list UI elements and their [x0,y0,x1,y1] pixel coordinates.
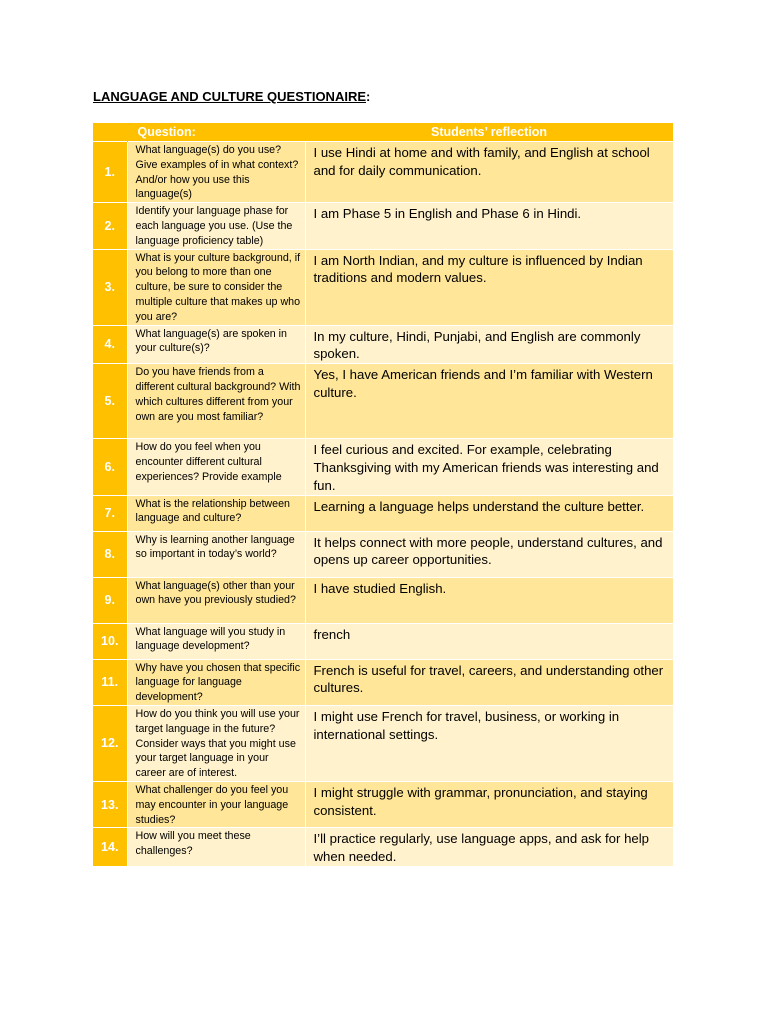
table-row [93,439,673,495]
row-number: 3. [93,249,127,325]
table-row [93,705,673,781]
table-row [93,623,673,659]
table-row [93,531,673,577]
answer-text: I am North Indian, and my culture is influenced by Indian traditions and modern values. [305,249,673,325]
header-question: Question: [127,123,305,142]
table-row [93,325,673,364]
row-number: 13. [93,781,127,827]
document-title-text: LANGUAGE AND CULTURE QUESTIONAIRE [93,89,366,104]
table-row [93,781,673,827]
row-number: 9. [93,577,127,623]
table-row [93,828,673,866]
answer-text: I use Hindi at home and with family, and English at school and for daily communication. [305,142,673,203]
row-number: 11. [93,659,127,705]
row-number: 1. [93,142,127,203]
answer-text: Yes, I have American friends and I’m familiar with Western culture. [305,364,673,439]
answer-text: I might struggle with grammar, pronunciation, and staying consistent. [305,781,673,827]
table-header-row [93,123,673,142]
row-number: 14. [93,828,127,866]
question-text: Identify your language phase for each language you use. (Use the language proficiency table) [127,203,305,249]
table-row [93,659,673,705]
question-text: What language(s) do you use? Give examples of in what context? And/or how you use this language(s) [127,142,305,203]
answer-text: In my culture, Hindi, Punjabi, and English are commonly spoken. [305,325,673,364]
table-row [93,577,673,623]
row-number: 8. [93,531,127,577]
question-text: What is the relationship between language and culture? [127,495,305,531]
question-text: What language(s) are spoken in your culture(s)? [127,325,305,364]
question-text: How will you meet these challenges? [127,828,305,866]
row-number: 10. [93,623,127,659]
question-text: What language will you study in language development? [127,623,305,659]
question-text: What language(s) other than your own have you previously studied? [127,577,305,623]
row-number: 7. [93,495,127,531]
answer-text: french [305,623,673,659]
answer-text: I have studied English. [305,577,673,623]
answer-text: I am Phase 5 in English and Phase 6 in Hindi. [305,203,673,249]
answer-text: I might use French for travel, business, or working in international settings. [305,705,673,781]
document-title-colon: : [366,89,371,104]
header-number-cell [93,123,127,142]
question-text: What is your culture background, if you belong to more than one culture, be sure to consider the multiple culture that makes up who you are? [127,249,305,325]
document-title [93,89,370,104]
question-text: Why is learning another language so important in today’s world? [127,531,305,577]
row-number: 2. [93,203,127,249]
row-number: 6. [93,439,127,495]
answer-text: Learning a language helps understand the culture better. [305,495,673,531]
table-row [93,364,673,439]
question-text: How do you feel when you encounter different cultural experiences? Provide example [127,439,305,495]
answer-text: It helps connect with more people, understand cultures, and opens up career opportunities. [305,531,673,577]
row-number: 4. [93,325,127,364]
answer-text: French is useful for travel, careers, and understanding other cultures. [305,659,673,705]
question-text: How do you think you will use your target language in the future? Consider ways that you might use your target language in your career are of interest. [127,705,305,781]
questionnaire-table [93,123,673,866]
row-number: 5. [93,364,127,439]
table-row [93,203,673,249]
table-row [93,142,673,203]
question-text: Why have you chosen that specific language for language development? [127,659,305,705]
question-text: Do you have friends from a different cultural background? With which cultures different from your own are you most familiar? [127,364,305,439]
question-text: What challenger do you feel you may encounter in your language studies? [127,781,305,827]
answer-text: I feel curious and excited. For example, celebrating Thanksgiving with my American friends was interesting and fun. [305,439,673,495]
table-row [93,495,673,531]
answer-text: I’ll practice regularly, use language apps, and ask for help when needed. [305,828,673,866]
header-reflection: Students’ reflection [305,123,673,142]
table-row [93,249,673,325]
row-number: 12. [93,705,127,781]
